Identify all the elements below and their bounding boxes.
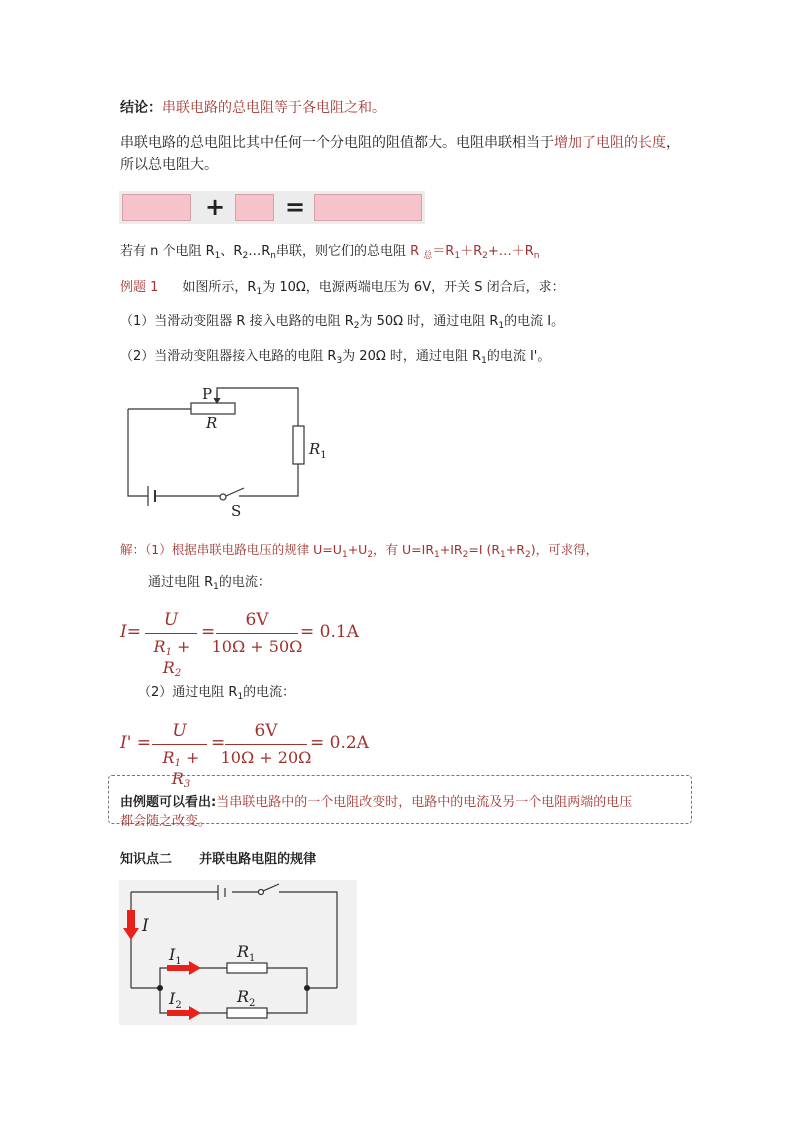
question-2: （2）当滑动变阻器接入电路的电阻 $R_3$为 20Ω 时，通过电阻 $R_1$的电流 I'。: [120, 349, 551, 366]
box-r2: [235, 194, 274, 221]
resistor-r1: [227, 963, 267, 973]
resistor-r2: [227, 1008, 267, 1018]
p-label: P: [202, 385, 213, 403]
example-label: 例题 1: [120, 280, 159, 295]
junction-left: [157, 985, 163, 991]
wire-right: [239, 464, 298, 496]
series-circuit-diagram: [118, 380, 338, 525]
box-r1: [122, 194, 191, 221]
switch-blade: [226, 488, 244, 496]
switch-contact: [259, 890, 264, 895]
s-label: S: [231, 502, 242, 520]
n-resistors-line: 若有 n 个电阻 $R_1$、$R_2\dots R_n$串联，则它们的总电阻 R $_总=R_1+R_2+\dots+R_n$: [120, 244, 540, 261]
example-line: 例题 1 如图所示，$R_1$为 10Ω，电源两端电压为 6V，开关 S 闭合后，求：: [120, 280, 565, 297]
r1-label: $R_1$: [309, 440, 327, 461]
i2-label: $I_2$: [169, 989, 182, 1011]
question-1: （1）当滑动变阻器 R 接入电路的电阻 $R_2$为 50Ω 时，通过电阻 $R_1$的电流 I。: [120, 314, 565, 331]
conclusion-text: 串联电路的总电阻等于各电阻之和。: [162, 100, 386, 116]
current-r1-label: 通过电阻 $R_1$的电流：: [148, 575, 271, 592]
i1-label: $I_1$: [169, 945, 182, 967]
junction-right: [304, 985, 310, 991]
conclusion-label: 结论：: [120, 100, 162, 116]
resistor-r1: [293, 426, 304, 464]
i-label: I: [142, 916, 149, 936]
solution-intro: 解：（1）根据串联电路电压的规律 $U=U_1+U_2$，有 $U=IR_1+IR_2=I$ $(R_1+R_2)$，可求得，: [120, 542, 599, 560]
highlight-length: 增加了电阻的长度: [554, 135, 666, 151]
box-total: [314, 194, 422, 221]
plus-sign: +: [205, 193, 226, 221]
takeaway-line-2: 都会随之改变。: [120, 814, 212, 829]
r-label: R: [206, 414, 218, 432]
part2-label: （2）通过电阻 $R_1$的电流：: [138, 685, 296, 702]
switch-contact: [220, 494, 226, 500]
section-2-title: 知识点二 并联电路电阻的规律: [120, 852, 317, 867]
rheostat: [191, 403, 235, 414]
parallel-circuit-diagram: [119, 880, 357, 1025]
r2-label: $R_2$: [237, 987, 256, 1009]
takeaway-label: 由例题可以看出:: [120, 795, 217, 810]
explain-line-1: 串联电路的总电阻比其中任何一个分电阻的阻值都大。电阻串联相当于增加了电阻的长度，: [120, 135, 680, 151]
arrow-i-shaft: [127, 910, 135, 928]
wire-left: [128, 409, 148, 496]
takeaway-line-1: 由例题可以看出:当串联电路中的一个电阻改变时，电路中的电流及另一个电阻两端的电压: [120, 795, 633, 810]
r1-label: $R_1$: [237, 942, 256, 964]
explain-line-2: 所以总电阻大。: [120, 157, 218, 173]
equals-sign: =: [285, 193, 306, 221]
conclusion-line: [120, 98, 386, 118]
